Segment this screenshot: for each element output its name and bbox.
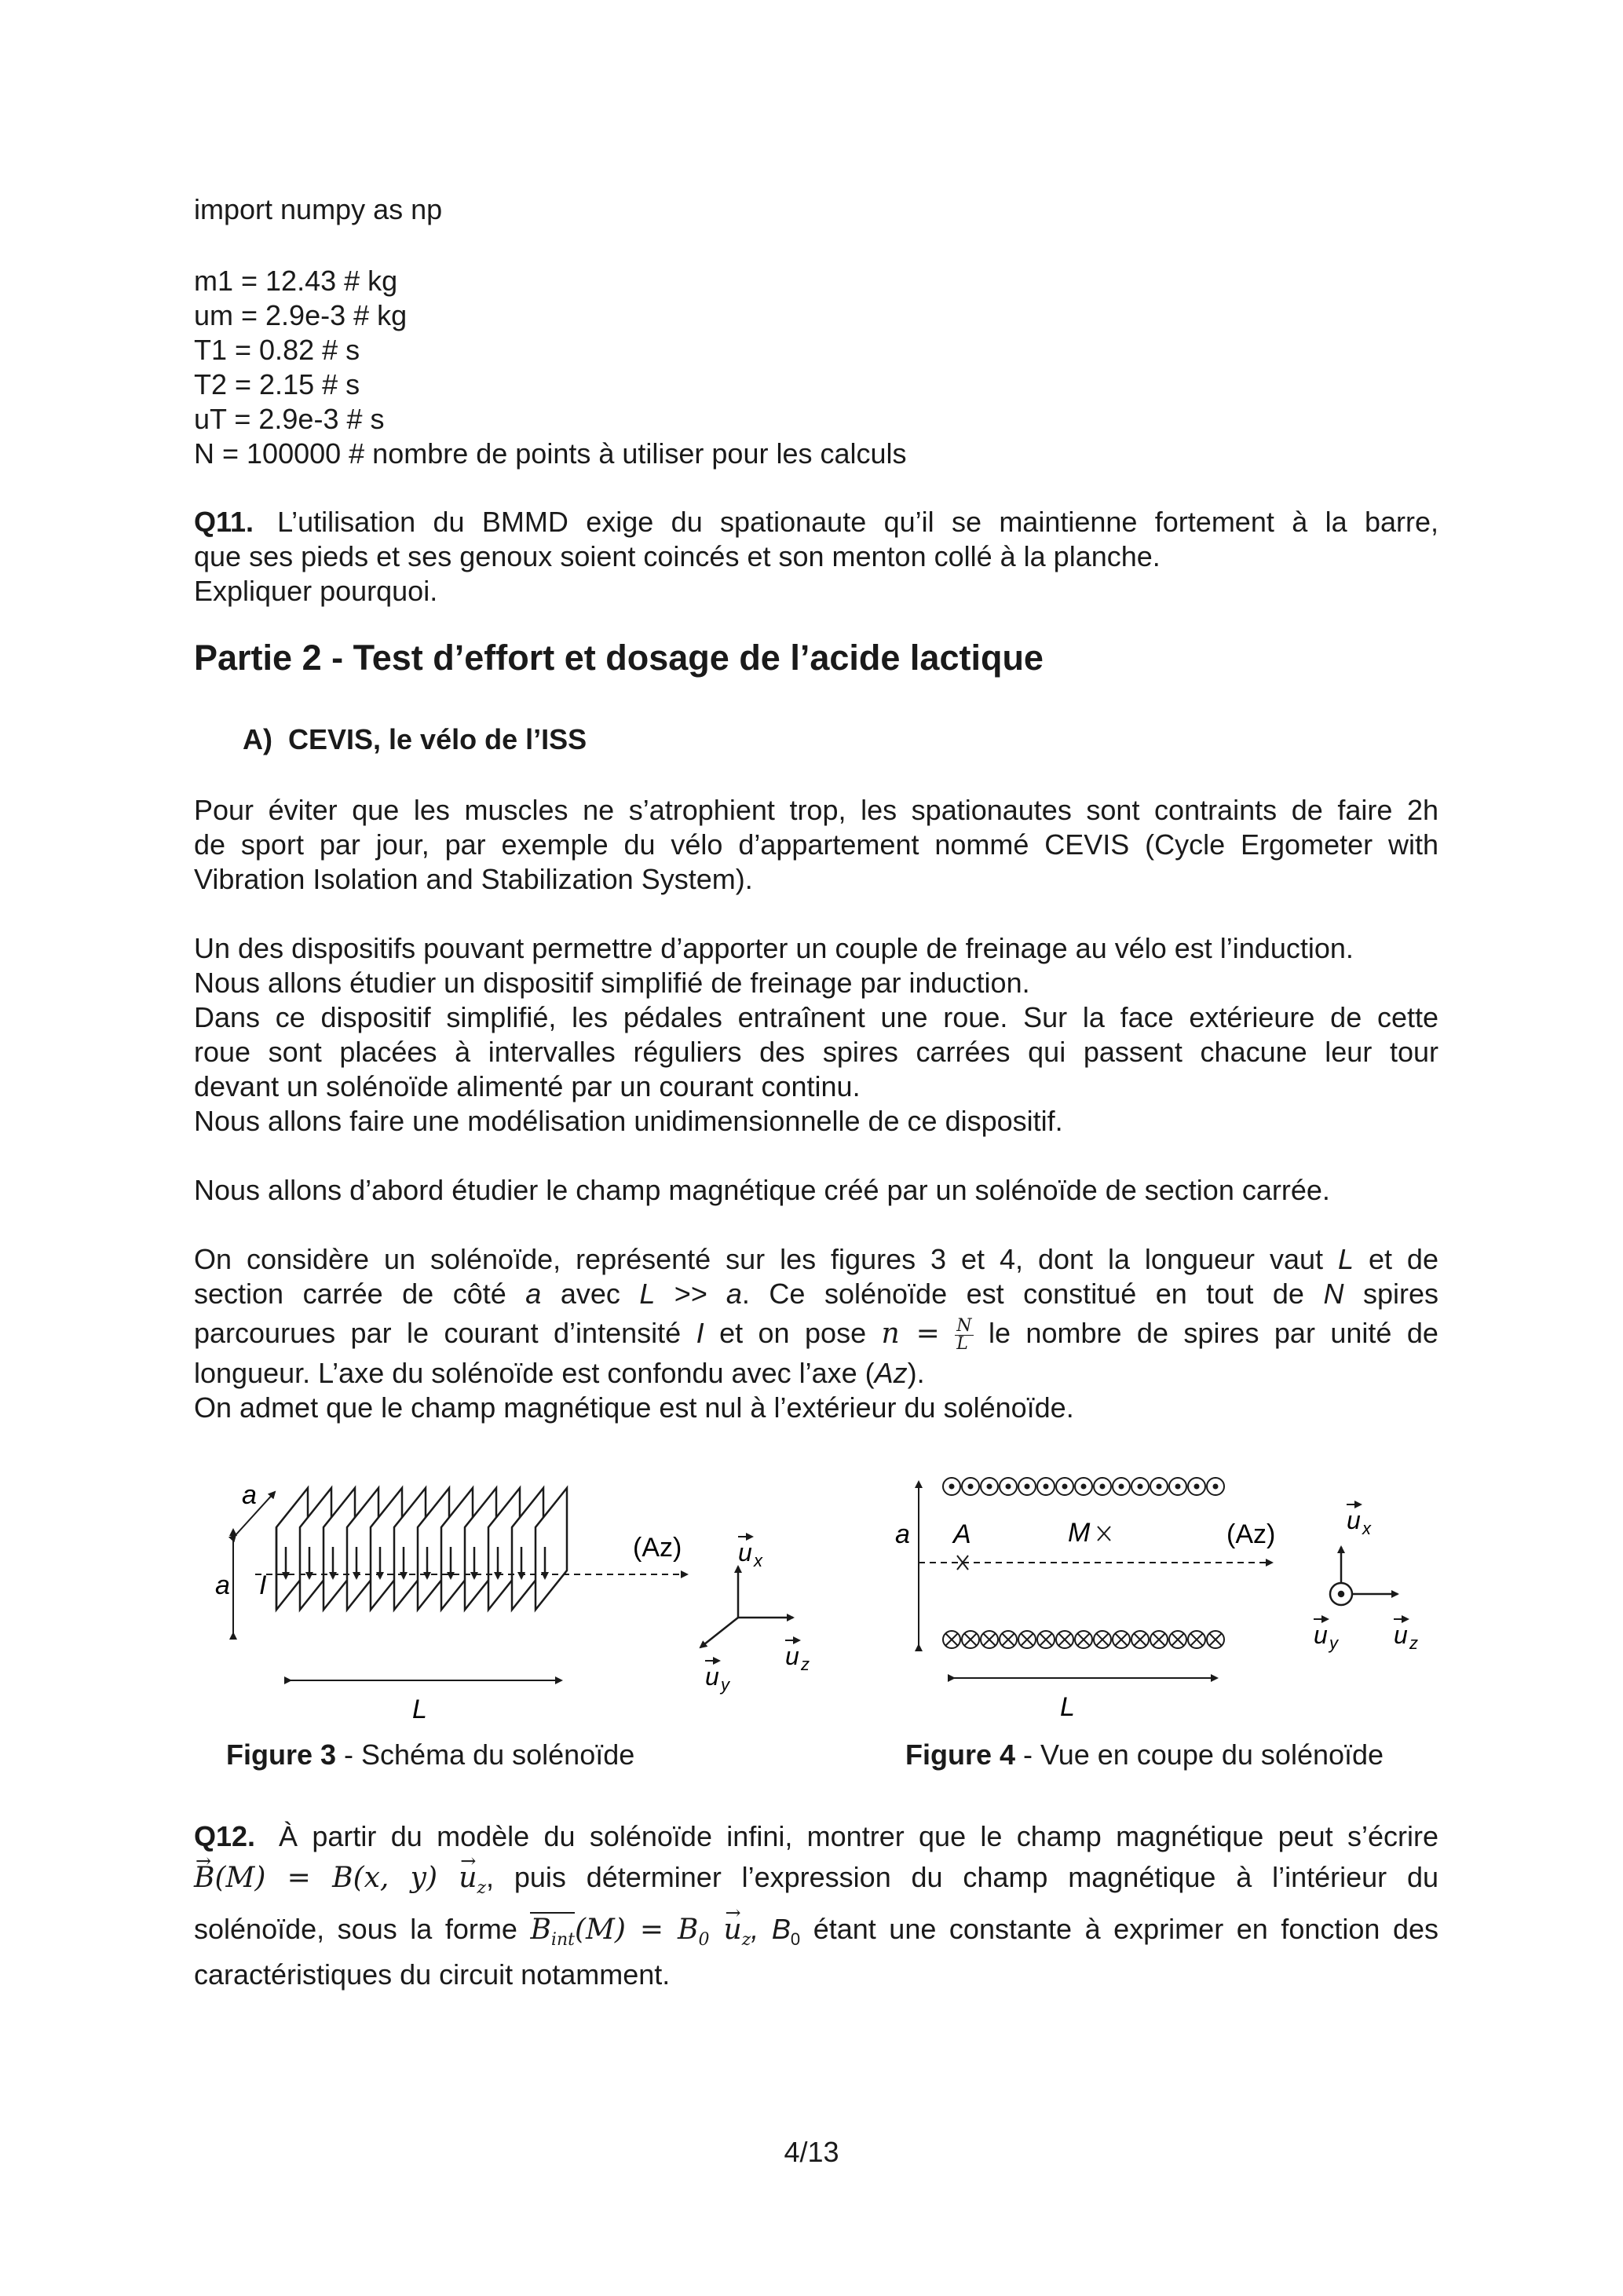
- label-A: A: [953, 1519, 971, 1549]
- q11-line-2: que ses pieds et ses genoux soient coincés et son menton collé à la planche.: [194, 540, 1161, 572]
- paragraph-3: [194, 1173, 1438, 1208]
- p2-line: Nous allons faire une modélisation unidimensionnelle de ce dispositif.: [194, 1105, 1063, 1137]
- q12-label: Q12.: [194, 1820, 256, 1852]
- question-12: [194, 1819, 1438, 1992]
- uz-letter: u: [785, 1642, 799, 1670]
- p4-line-2: [194, 1277, 1438, 1311]
- figure-4-caption-text: - Vue en coupe du solénoïde: [1015, 1738, 1384, 1771]
- fraction-numerator: N: [956, 1315, 972, 1336]
- q12-line-3: [194, 1912, 1438, 1958]
- p4-text: longueur. L’axe du solénoïde est confondu avec l’axe (: [194, 1356, 875, 1389]
- q12-line-4: caractéristiques du circuit notamment.: [194, 1958, 671, 1991]
- subscript-int: int: [550, 1930, 575, 1951]
- p4-text: section carrée de côté: [194, 1278, 506, 1310]
- code-block: [194, 192, 1438, 227]
- figure-3-caption-bold: Figure 3: [226, 1738, 337, 1771]
- p1-line: Pour éviter que les muscles ne s’atrophient trop, les spationautes sont contraints de faire 2h: [194, 794, 1438, 826]
- p4-text: le nombre de spires par unité de: [988, 1317, 1438, 1349]
- code-line: m1 = 12.43 # kg: [194, 265, 398, 297]
- vector-u: → u: [459, 1861, 477, 1896]
- uz-subscript: z: [801, 1654, 810, 1674]
- q11-line-3: Expliquer pourquoi.: [194, 575, 438, 607]
- p4-line-3: [194, 1316, 1438, 1353]
- p4-text: avec: [560, 1278, 620, 1310]
- uy-subscript: y: [1329, 1633, 1338, 1653]
- subscript-z: z: [477, 1878, 487, 1899]
- q12-line-1: [194, 1819, 1438, 1854]
- ux-letter: u: [1347, 1506, 1361, 1534]
- axes-triad: [1330, 1547, 1398, 1605]
- p4-text: . Ce solénoïde est constitué en tout de: [741, 1278, 1304, 1310]
- triad-label-uz: [1394, 1619, 1418, 1653]
- p1-line: Vibration Isolation and Stabilization System).: [194, 863, 753, 895]
- uz-subscript: z: [1409, 1633, 1418, 1653]
- uz-letter: u: [1394, 1621, 1408, 1649]
- point-M-marker: [1098, 1526, 1110, 1541]
- q11-label: Q11.: [194, 506, 254, 538]
- p2-line: Dans ce dispositif simplifié, les pédales entraînent une roue. Sur la face extérieure de cette: [194, 1001, 1438, 1033]
- symbol-Az: Az: [874, 1356, 908, 1389]
- formula-B-of-M: → B(M) = B(x, $y) \to u_z$: [194, 1862, 486, 1894]
- figure-4-caption: [905, 1738, 1384, 1772]
- label-a-left: a: [215, 1570, 230, 1600]
- q12-text: étant une constante à exprimer en fonction des: [813, 1913, 1439, 1946]
- code-line: uT = 2.9e-3 # s: [194, 403, 385, 435]
- wires-bottom-row-cross: [943, 1631, 1224, 1648]
- section-title: Partie 2 - Test d’effort et dosage de l’acide lactique: [194, 638, 1044, 678]
- uy-letter: u: [705, 1662, 719, 1691]
- label-a-top: a: [242, 1480, 257, 1510]
- p1-line: de sport par jour, par exemple du vélo d’appartement nommé CEVIS (Cycle Ergometer with: [194, 828, 1438, 861]
- figure-4-caption-bold: Figure 4: [905, 1738, 1016, 1771]
- triad-label-ux: [738, 1537, 763, 1570]
- triad-label-uz: [785, 1640, 810, 1674]
- triad-y-arrow: [700, 1618, 738, 1647]
- code-variables: [194, 264, 1438, 471]
- triad-label-uy: [705, 1661, 731, 1695]
- q11-line-1: [194, 505, 1438, 539]
- p4-line-1: [194, 1242, 1438, 1277]
- triad-label-uy: [1314, 1619, 1340, 1653]
- figure-3-solenoid-schema: [204, 1468, 832, 1727]
- formula-text: (M) = B: [574, 1914, 699, 1947]
- q12-text: , B: [751, 1913, 791, 1946]
- p4-line-5: On admet que le champ magnétique est nul à l’extérieur du solénoïde.: [194, 1391, 1074, 1424]
- p2-line: roue sont placées à intervalles réguliers des spires carrées qui passent chacune leur tour: [194, 1036, 1438, 1068]
- solenoid-spires: [276, 1488, 567, 1610]
- q11-text-1: L’utilisation du BMMD exige du spationaute qu’il se maintienne fortement à la barre,: [277, 506, 1438, 538]
- symbol-a: a: [525, 1278, 542, 1310]
- vector-u: → u: [724, 1913, 742, 1947]
- ux-subscript: x: [1362, 1519, 1371, 1538]
- subsection-title: A) CEVIS, le vélo de l’ISS: [243, 723, 587, 755]
- figure-4-solenoid-cross-section: [887, 1457, 1453, 1724]
- figure-3-caption-text: - Schéma du solénoïde: [336, 1738, 635, 1771]
- label-axis-az: (Az): [1226, 1519, 1276, 1549]
- p4-text: parcourues par le courant d’intensité: [194, 1317, 682, 1349]
- symbol-n: n =: [881, 1318, 940, 1350]
- p4-text: On considère un solénoïde, représenté sur les figures 3 et 4, dont la longueur vaut: [194, 1243, 1324, 1275]
- code-line: um = 2.9e-3 # kg: [194, 299, 408, 331]
- paragraph-4: [194, 1242, 1438, 1425]
- page-number: 4/13: [784, 2136, 839, 2168]
- subscript-0: 0: [790, 1929, 801, 1950]
- subscript-0: 0: [698, 1930, 710, 1951]
- figure-3-caption: [226, 1738, 634, 1772]
- label-L: L: [1060, 1692, 1075, 1722]
- q12-text: solénoïde, sous la forme: [194, 1913, 517, 1946]
- symbol-L-gg-a: L >> a: [639, 1278, 742, 1310]
- subscript-z: z: [741, 1930, 751, 1951]
- q12-text: À partir du modèle du solénoïde infini, montrer que le champ magnétique peut s’écrire: [279, 1820, 1438, 1852]
- uy-letter: u: [1314, 1621, 1328, 1649]
- fraction-N-over-L: [955, 1315, 973, 1354]
- axes-triad: [700, 1567, 793, 1647]
- p2-line: Nous allons étudier un dispositif simplifié de freinage par induction.: [194, 967, 1030, 999]
- code-line: N = 100000 # nombre de points à utiliser pour les calculs: [194, 437, 907, 470]
- p4-text: ).: [907, 1356, 925, 1389]
- p4-text: spires: [1362, 1278, 1439, 1310]
- uy-subscript: y: [721, 1675, 729, 1695]
- q12-text: , puis déterminer l’expression du champ magnétique à l’intérieur du: [486, 1861, 1438, 1893]
- label-I: I: [259, 1570, 267, 1600]
- p4-line-4: [194, 1356, 1438, 1391]
- code-import-line: import numpy as np: [194, 193, 443, 225]
- ux-letter: u: [738, 1538, 752, 1567]
- triad-y-dot: [1339, 1592, 1343, 1596]
- formula-B-int: $B_{int}(M) = B_0 \to u_z$: [530, 1914, 751, 1946]
- code-line: T1 = 0.82 # s: [194, 334, 360, 366]
- question-11: [194, 505, 1438, 609]
- label-axis-az: (Az): [633, 1533, 682, 1563]
- paragraph-1: [194, 793, 1438, 897]
- label-L: L: [412, 1695, 427, 1724]
- paragraph-2: [194, 931, 1438, 1139]
- p3-line: Nous allons d’abord étudier le champ magnétique créé par un solénoïde de section carrée.: [194, 1174, 1330, 1206]
- p2-line: devant un solénoïde alimenté par un courant continu.: [194, 1070, 861, 1102]
- symbol-I: I: [696, 1317, 704, 1349]
- wires-top-row-dot: [943, 1478, 1224, 1495]
- ux-subscript: x: [754, 1551, 762, 1570]
- q12-line-2: [194, 1860, 1438, 1906]
- label-M: M: [1068, 1518, 1091, 1548]
- triad-label-ux: [1347, 1504, 1372, 1538]
- p2-line: Un des dispositifs pouvant permettre d’apporter un couple de freinage au vélo est l’induction.: [194, 932, 1354, 964]
- symbol-N: N: [1323, 1278, 1344, 1310]
- label-a: a: [895, 1519, 910, 1549]
- symbol-L: L: [1337, 1243, 1354, 1275]
- code-line: T2 = 2.15 # s: [194, 368, 360, 400]
- p4-text: et on pose: [719, 1317, 867, 1349]
- p4-text: et de: [1368, 1243, 1438, 1275]
- fraction-denominator: L: [956, 1333, 968, 1354]
